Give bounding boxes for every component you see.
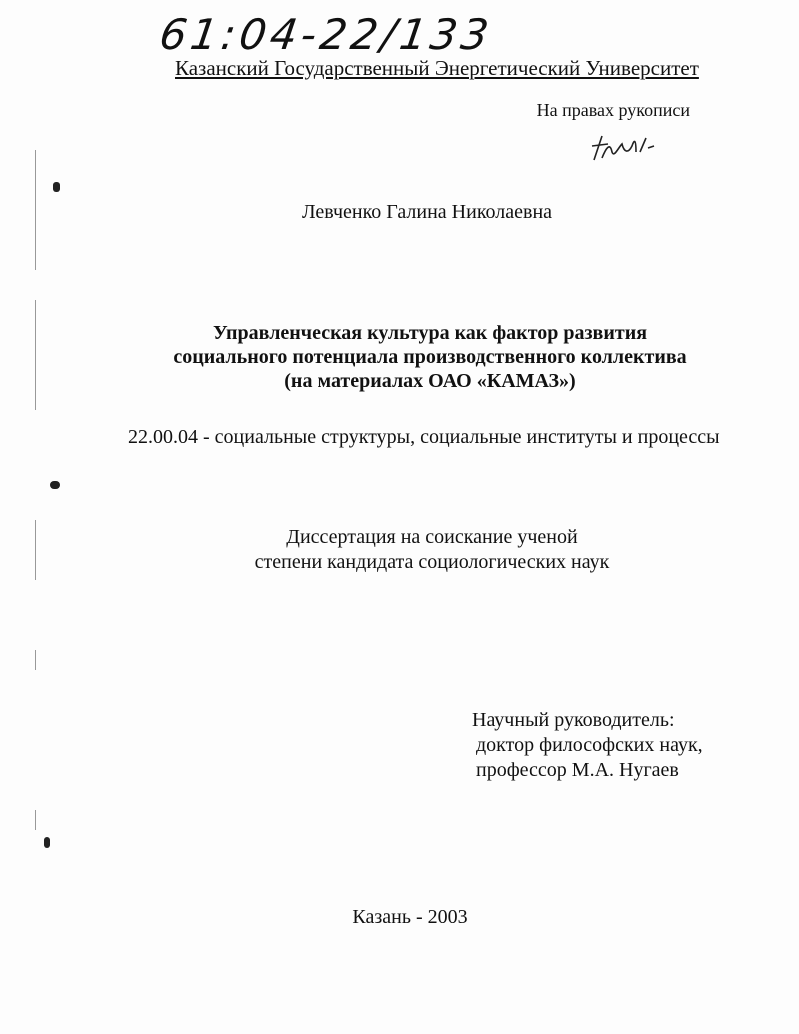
binding-hole-mark	[44, 837, 50, 848]
title-line-1: Управленческая культура как фактор развития	[212, 322, 648, 344]
title-line-3: (на материалах ОАО «КАМАЗ»)	[284, 370, 576, 392]
university-name: Казанский Государственный Энергетический Университет	[175, 56, 699, 80]
archive-code-handwritten: 61:04-22/133	[156, 10, 496, 59]
scan-edge-line	[35, 520, 36, 580]
scan-edge-line	[35, 810, 36, 830]
degree-line-2: степени кандидата социологических наук	[254, 551, 610, 573]
supervisor-label: Научный руководитель:	[472, 709, 675, 731]
rights-note: На правах рукописи	[536, 100, 690, 120]
scan-edge-line	[35, 300, 36, 410]
binding-hole-mark	[53, 182, 60, 192]
supervisor-name: профессор М.А. Нугаев	[476, 759, 679, 781]
binding-hole-mark	[50, 481, 60, 489]
signature	[588, 130, 658, 166]
degree-line-1: Диссертация на соискание ученой	[286, 526, 578, 548]
specialty-code: 22.00.04 - социальные структуры, социальные институты и процессы	[128, 426, 720, 448]
place-year: Казань - 2003	[352, 906, 468, 928]
scan-edge-line	[35, 150, 36, 270]
scan-edge-line	[35, 650, 36, 670]
author-name: Левченко Галина Николаевна	[301, 201, 553, 223]
supervisor-degree: доктор философских наук,	[476, 734, 703, 756]
title-line-2: социального потенциала производственного коллектива	[173, 346, 687, 368]
